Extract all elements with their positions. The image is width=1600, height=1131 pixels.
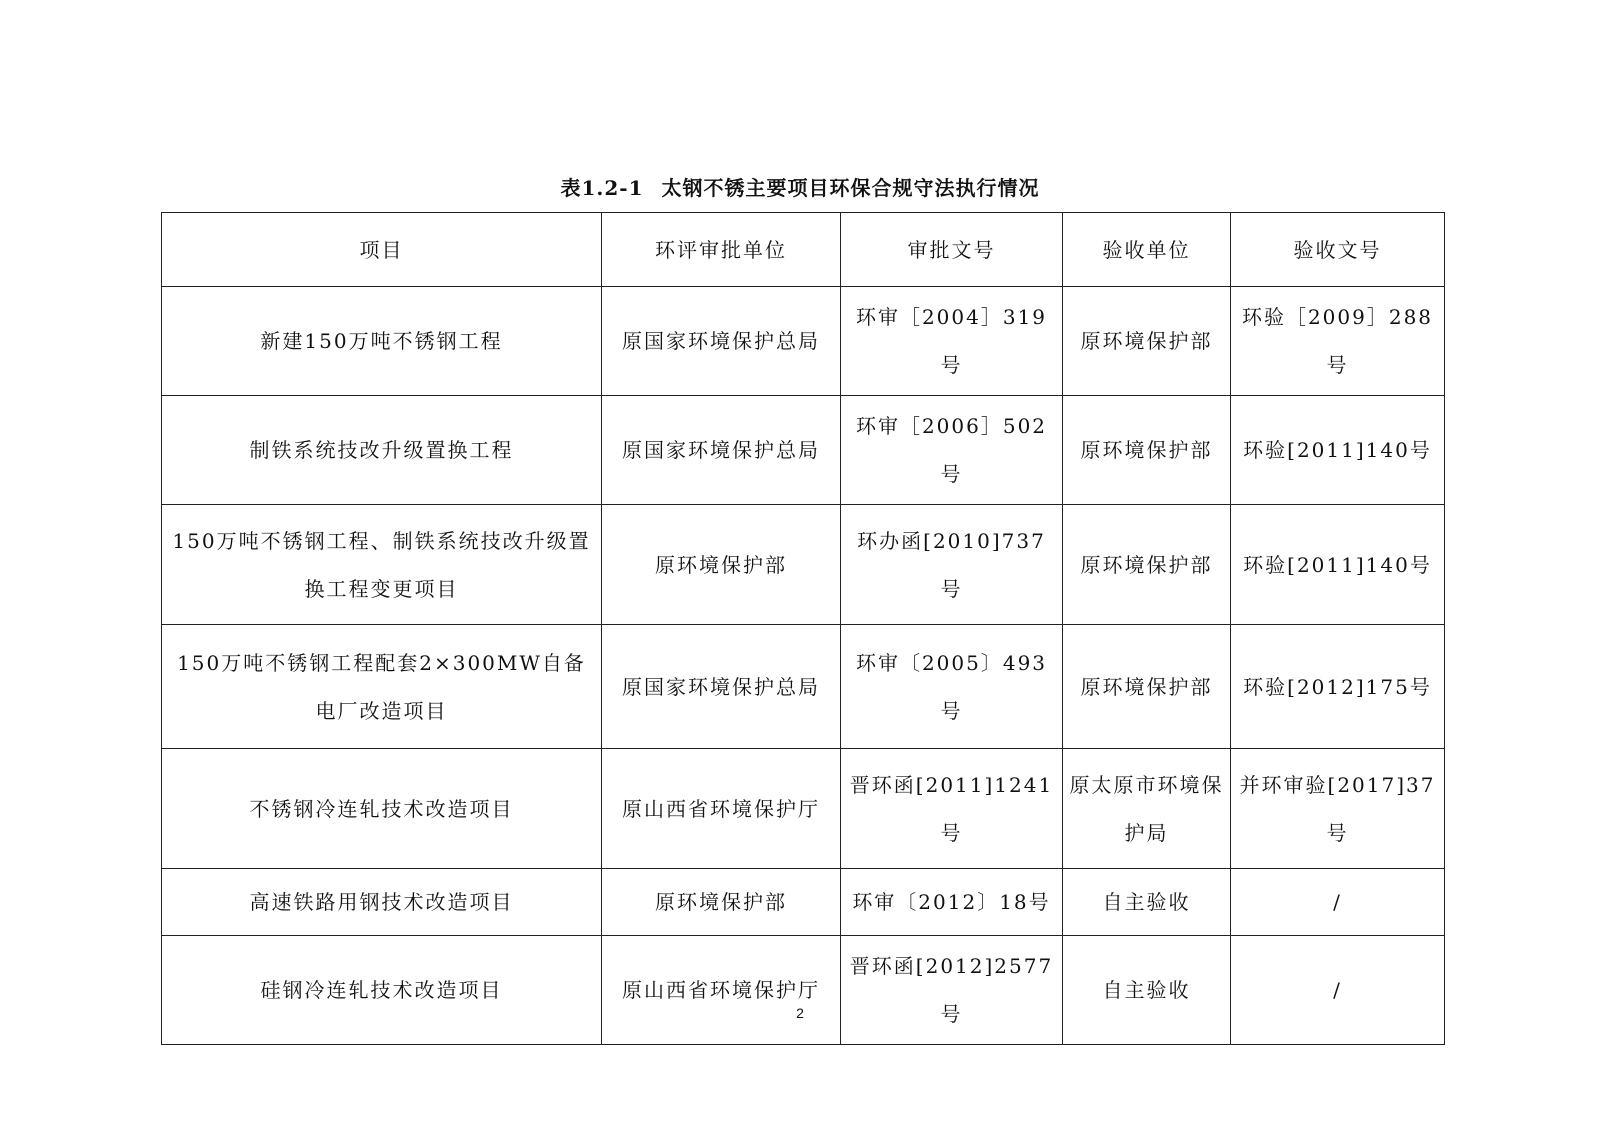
cell-project: 高速铁路用钢技术改造项目 — [162, 869, 602, 936]
cell-approval-doc-no: 环审［2006］502号 — [841, 396, 1063, 505]
cell-approval-unit: 原山西省环境保护厅 — [602, 749, 841, 869]
header-acceptance-doc-no: 验收文号 — [1231, 213, 1445, 287]
cell-approval-doc-no: 环审〔2005〕493号 — [841, 625, 1063, 749]
header-project: 项目 — [162, 213, 602, 287]
cell-project: 150万吨不锈钢工程配套2×300MW自备电厂改造项目 — [162, 625, 602, 749]
cell-project: 硅钢冷连轧技术改造项目 — [162, 936, 602, 1045]
cell-acceptance-doc-no: 并环审验[2017]37号 — [1231, 749, 1445, 869]
table-row — [162, 287, 1445, 396]
cell-project: 150万吨不锈钢工程、制铁系统技改升级置换工程变更项目 — [162, 505, 602, 625]
cell-approval-doc-no: 晋环函[2011]1241号 — [841, 749, 1063, 869]
cell-acceptance-doc-no: 环验[2011]140号 — [1231, 396, 1445, 505]
table-row — [162, 625, 1445, 749]
cell-acceptance-unit: 自主验收 — [1063, 936, 1231, 1045]
header-approval-unit: 环评审批单位 — [602, 213, 841, 287]
cell-acceptance-unit: 自主验收 — [1063, 869, 1231, 936]
table-row — [162, 505, 1445, 625]
compliance-table — [161, 212, 1445, 1045]
cell-project: 不锈钢冷连轧技术改造项目 — [162, 749, 602, 869]
table-row — [162, 396, 1445, 505]
header-approval-doc-no: 审批文号 — [841, 213, 1063, 287]
cell-acceptance-unit: 原环境保护部 — [1063, 505, 1231, 625]
cell-approval-unit: 原国家环境保护总局 — [602, 287, 841, 396]
cell-approval-unit: 原山西省环境保护厅 — [602, 936, 841, 1045]
cell-acceptance-doc-no: / — [1231, 936, 1445, 1045]
cell-acceptance-doc-no: 环验［2009］288号 — [1231, 287, 1445, 396]
table-row — [162, 869, 1445, 936]
table-header-row — [162, 213, 1445, 287]
cell-acceptance-doc-no: 环验[2012]175号 — [1231, 625, 1445, 749]
cell-acceptance-unit: 原环境保护部 — [1063, 287, 1231, 396]
cell-approval-doc-no: 环审［2004］319号 — [841, 287, 1063, 396]
cell-acceptance-unit: 原环境保护部 — [1063, 396, 1231, 505]
table-row — [162, 749, 1445, 869]
cell-approval-unit: 原环境保护部 — [602, 505, 841, 625]
cell-acceptance-doc-no: / — [1231, 869, 1445, 936]
cell-approval-doc-no: 环审〔2012〕18号 — [841, 869, 1063, 936]
cell-project: 新建150万吨不锈钢工程 — [162, 287, 602, 396]
table-number: 表1.2-1 — [560, 176, 644, 200]
table-title — [0, 172, 1600, 201]
table-caption: 太钢不锈主要项目环保合规守法执行情况 — [661, 176, 1040, 200]
cell-approval-doc-no: 晋环函[2012]2577号 — [841, 936, 1063, 1045]
cell-acceptance-unit: 原太原市环境保护局 — [1063, 749, 1231, 869]
cell-approval-unit: 原国家环境保护总局 — [602, 396, 841, 505]
cell-project: 制铁系统技改升级置换工程 — [162, 396, 602, 505]
table-row — [162, 936, 1445, 1045]
cell-approval-doc-no: 环办函[2010]737号 — [841, 505, 1063, 625]
cell-acceptance-doc-no: 环验[2011]140号 — [1231, 505, 1445, 625]
page-number: 2 — [796, 1005, 804, 1021]
cell-acceptance-unit: 原环境保护部 — [1063, 625, 1231, 749]
header-acceptance-unit: 验收单位 — [1063, 213, 1231, 287]
cell-approval-unit: 原环境保护部 — [602, 869, 841, 936]
cell-approval-unit: 原国家环境保护总局 — [602, 625, 841, 749]
